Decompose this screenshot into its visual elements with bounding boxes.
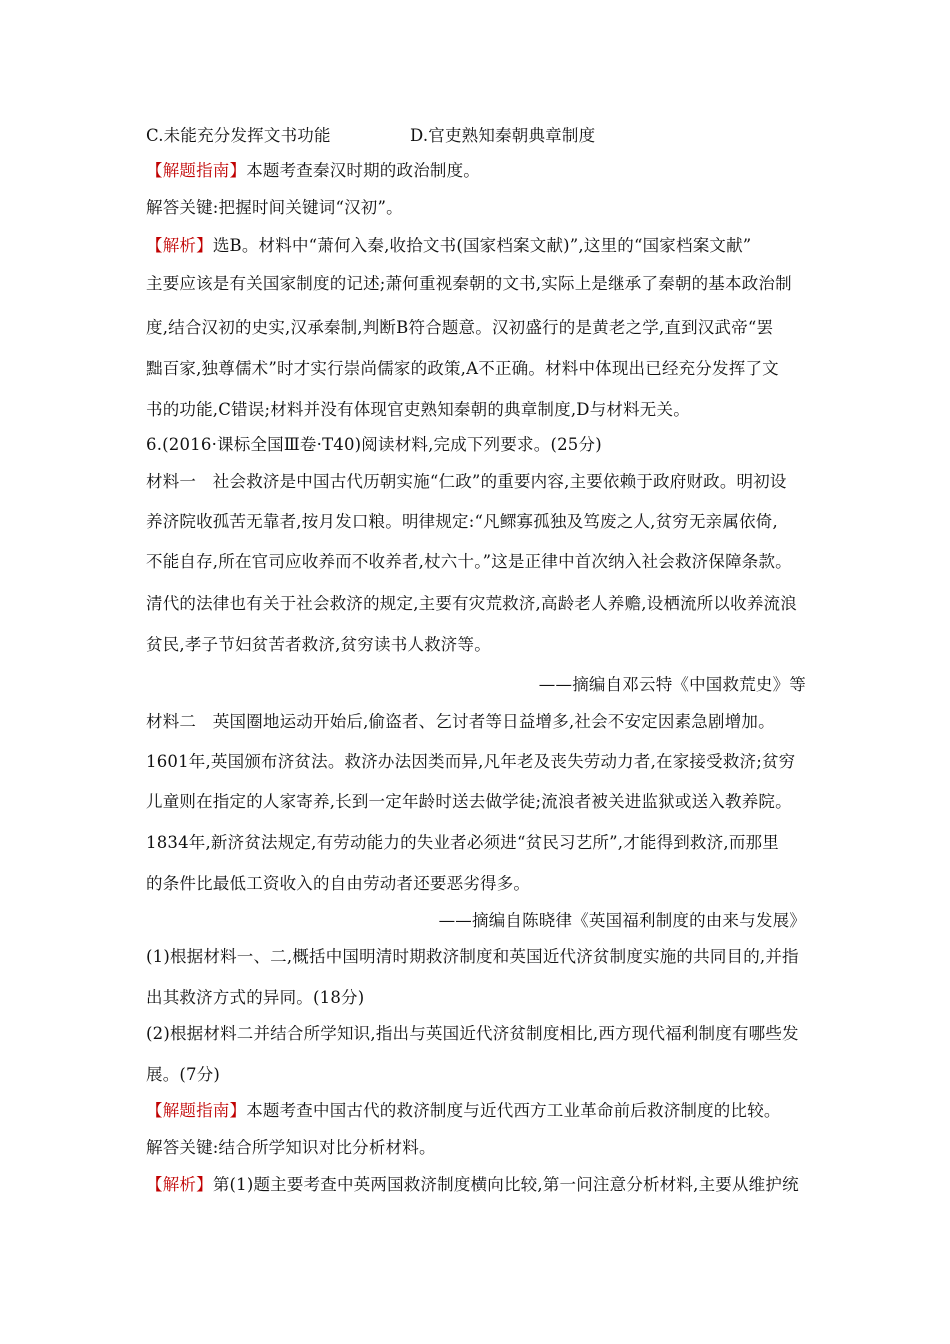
- material2-source: ——摘编自陈晓律《英国福利制度的由来与发展》: [438, 911, 806, 930]
- guide-text: 本题考查中国古代的救济制度与近代西方工业革命前后救济制度的比较。: [246, 1101, 781, 1120]
- material2-line: 1601年,英国颁布济贫法。救济办法因类而异,凡年老及丧失劳动力者,在家接受救济;贫穷: [146, 752, 796, 771]
- material2-line: 材料二 英国圈地运动开始后,偷盗者、乞讨者等日益增多,社会不安定因素急剧增加。: [146, 712, 775, 731]
- guide-tag: 【解题指南】: [146, 161, 247, 180]
- question1-line: 出其救济方式的异同。(18分): [146, 988, 365, 1007]
- q6-analysis: [146, 1173, 799, 1197]
- q5-analysis-line: 黜百家,独尊儒术”时才实行崇尚儒家的政策,A不正确。材料中体现出已经充分发挥了文: [146, 359, 779, 378]
- analysis-tag: 【解析】: [146, 236, 213, 255]
- material1-line: 材料一 社会救济是中国古代历朝实施“仁政”的重要内容,主要依赖于政府财政。明初设: [146, 472, 787, 491]
- question2-line: 展。(7分): [146, 1065, 221, 1084]
- material1-line: 不能自存,所在官司应收养而不收养者,杖六十。”这是正律中首次纳入社会救济保障条款。: [146, 552, 792, 571]
- analysis-text: 选B。材料中“萧何入秦,收拾文书(国家档案文献)”,这里的“国家档案文献”: [212, 236, 752, 255]
- guide-text: 本题考查秦汉时期的政治制度。: [246, 161, 481, 180]
- q5-analysis-line: 书的功能,C错误;材料并没有体现官吏熟知秦朝的典章制度,D与材料无关。: [146, 400, 690, 419]
- material2-line: 儿童则在指定的人家寄养,长到一定年龄时送去做学徒;流浪者被关进监狱或送入教养院。: [146, 792, 792, 811]
- material1-source: ——摘编自邓云特《中国救荒史》等: [538, 675, 806, 694]
- material1-line: 贫民,孝子节妇贫苦者救济,贫穷读书人救济等。: [146, 635, 491, 654]
- material1-line: 养济院收孤苦无靠者,按月发口粮。明律规定:“凡鳏寡孤独及笃废之人,贫穷无亲属依倚,: [146, 512, 778, 531]
- q6-guide: [146, 1099, 781, 1123]
- guide-tag: 【解题指南】: [146, 1101, 247, 1120]
- q5-analysis-line: 度,结合汉初的史实,汉承秦制,判断B符合题意。汉初盛行的是黄老之学,直到汉武帝“罢: [146, 318, 774, 337]
- analysis-text: 第(1)题主要考查中英两国救济制度横向比较,第一问注意分析材料,主要从维护统: [212, 1175, 799, 1194]
- question1-line: (1)根据材料一、二,概括中国明清时期救济制度和英国近代济贫制度实施的共同目的,并指: [146, 947, 799, 966]
- q5-analysis-line: 主要应该是有关国家制度的记述;萧何重视秦朝的文书,实际上是继承了秦朝的基本政治制: [146, 274, 792, 293]
- option-d: D.官吏熟知秦朝典章制度: [410, 126, 596, 145]
- q6-header: 6.(2016·课标全国Ⅲ卷·T40)阅读材料,完成下列要求。(25分): [146, 435, 602, 454]
- material2-line: 的条件比最低工资收入的自由劳动者还要恶劣得多。: [146, 874, 531, 893]
- option-c: C.未能充分发挥文书功能: [146, 126, 331, 145]
- q6-key: 解答关键:结合所学知识对比分析材料。: [146, 1138, 436, 1157]
- q5-analysis-line: [146, 234, 751, 258]
- material2-line: 1834年,新济贫法规定,有劳动能力的失业者必须进“贫民习艺所”,才能得到救济,而那里: [146, 833, 779, 852]
- q5-guide: [146, 159, 480, 183]
- analysis-tag: 【解析】: [146, 1175, 213, 1194]
- question2-line: (2)根据材料二并结合所学知识,指出与英国近代济贫制度相比,西方现代福利制度有哪些发: [146, 1024, 799, 1043]
- q5-key: 解答关键:把握时间关键词“汉初”。: [146, 198, 403, 217]
- material1-line: 清代的法律也有关于社会救济的规定,主要有灾荒救济,高龄老人养赡,设栖流所以收养流浪: [146, 594, 797, 613]
